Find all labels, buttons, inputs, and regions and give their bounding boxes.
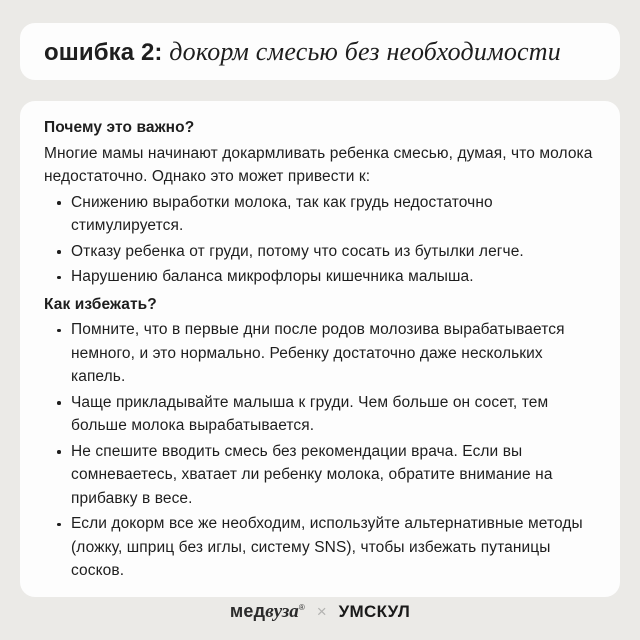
- medvuza-logo-upright: мед: [229, 601, 266, 622]
- registered-trademark-icon: ®: [298, 603, 305, 613]
- section-heading-why: Почему это важно?: [44, 119, 195, 136]
- title-emphasis: докорм смесью без необходимости: [169, 36, 561, 66]
- list-item: Снижению выработки молока, так как грудь недостаточно стимулируется.: [44, 191, 596, 238]
- cross-separator-icon: ×: [316, 602, 327, 622]
- title-card: [20, 23, 620, 80]
- list-item: Чаще прикладывайте малыша к груди. Чем больше он сосет, тем больше молока вырабатывается.: [44, 391, 596, 438]
- section-heading-avoid: Как избежать?: [44, 295, 157, 313]
- list-item: Не спешите вводить смесь без рекомендации врача. Если вы сомневаетесь, хватает ли ребенку молока, обратите внимание на прибавку в весе.: [44, 440, 596, 511]
- list-item: Отказу ребенка от груди, потому что сосать из бутылки легче.: [44, 240, 596, 264]
- intro-paragraph: Многие мамы начинают докармливать ребенка смесью, думая, что молока недостаточно. Однако это может привести к:: [44, 144, 593, 185]
- medvuza-logo: [230, 601, 305, 623]
- footer-brands: [20, 597, 620, 640]
- avoid-bullet-list: [44, 318, 596, 583]
- list-item: Нарушению баланса микрофлоры кишечника малыша.: [44, 265, 596, 289]
- list-item: Помните, что в первые дни после родов молозива вырабатывается немного, и это нормально. Ребенку достаточно даже нескольких капель.: [44, 318, 596, 389]
- why-bullet-list: [44, 191, 596, 289]
- list-item: Если докорм все же необходим, используйте альтернативные методы (ложку, шприц без иглы, систему SNS), чтобы избежать путаницы сосков.: [44, 512, 596, 583]
- content-card: [20, 101, 620, 597]
- medvuza-logo-cursive: вуза: [265, 601, 299, 623]
- title-prefix: ошибка 2:: [44, 38, 170, 66]
- umskul-logo: УМСКУЛ: [338, 602, 411, 622]
- page-title: [44, 37, 561, 67]
